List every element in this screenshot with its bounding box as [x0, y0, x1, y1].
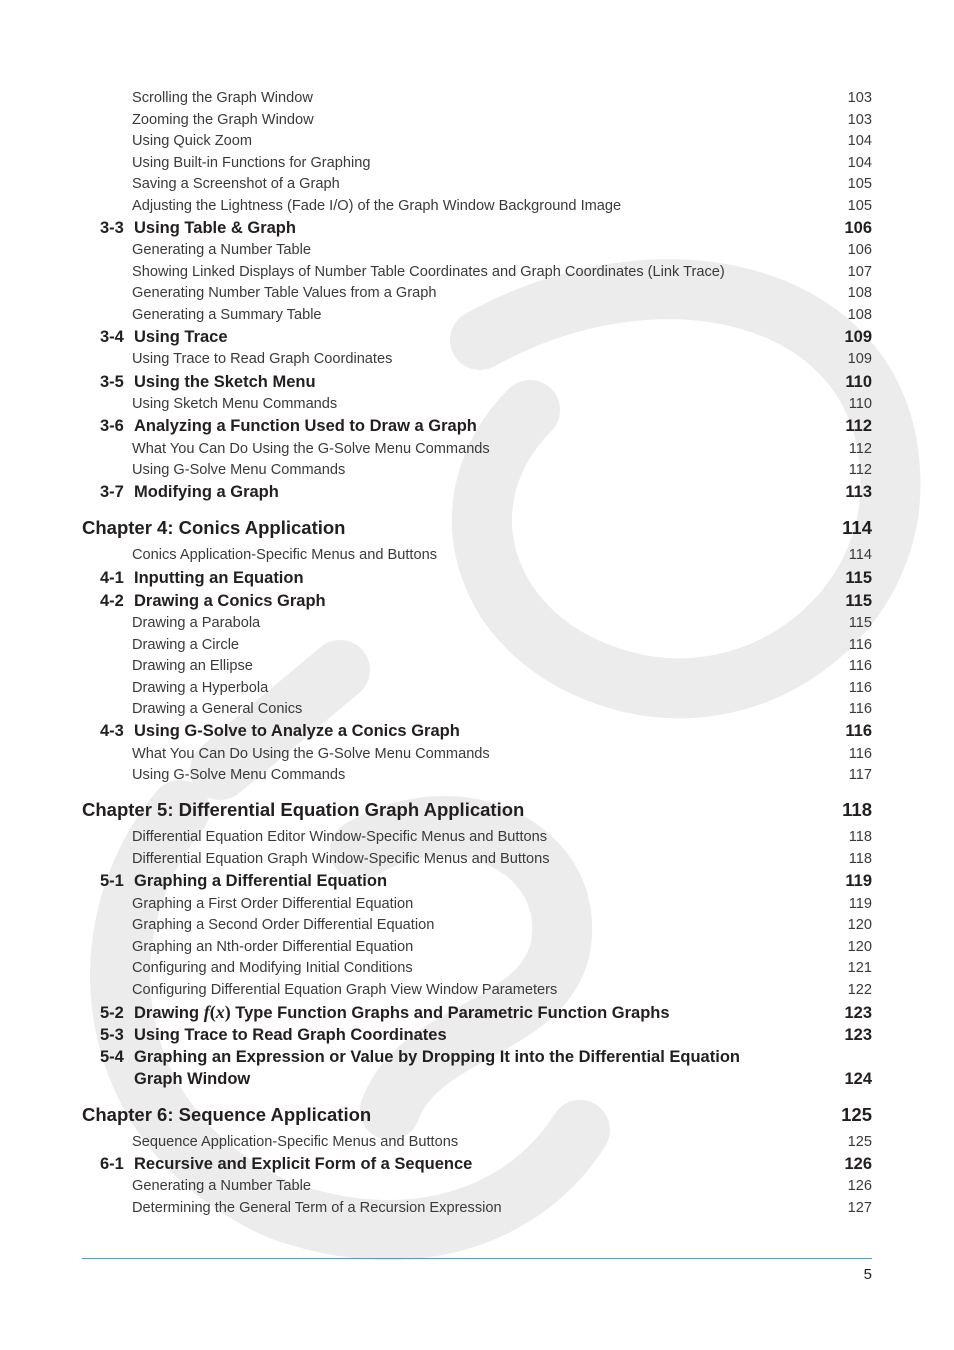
toc-section[interactable]: 3-5 Using the Sketch Menu 110 — [100, 373, 872, 391]
toc-entry[interactable]: Differential Equation Editor Window-Specific Menus and Buttons 118 — [132, 829, 872, 845]
toc-entry[interactable]: What You Can Do Using the G-Solve Menu Commands 112 — [132, 441, 872, 457]
toc-section[interactable]: 6-1 Recursive and Explicit Form of a Sequence 126 — [100, 1155, 872, 1173]
toc-entry[interactable]: Saving a Screenshot of a Graph 105 — [132, 176, 872, 192]
toc-chapter[interactable]: Chapter 5: Differential Equation Graph Application 118 — [82, 799, 872, 820]
toc-entry[interactable]: Configuring Differential Equation Graph View Window Parameters 122 — [132, 982, 872, 998]
toc-entry[interactable]: Drawing a Hyperbola 116 — [132, 680, 872, 696]
toc-section[interactable]: 4-2 Drawing a Conics Graph 115 — [100, 592, 872, 610]
toc-entry[interactable]: Using Trace to Read Graph Coordinates 109 — [132, 351, 872, 367]
toc-entry[interactable]: Differential Equation Graph Window-Specific Menus and Buttons 118 — [132, 851, 872, 867]
toc-section-line1[interactable]: 5-4 Graphing an Expression or Value by Dropping It into the Differential Equation — [100, 1048, 740, 1066]
toc-entry[interactable]: Generating a Summary Table 108 — [132, 307, 872, 323]
toc-entry[interactable]: Graphing an Nth-order Differential Equation 120 — [132, 939, 872, 955]
toc-entry[interactable]: Graphing a Second Order Differential Equation 120 — [132, 917, 872, 933]
footer-rule — [82, 1258, 872, 1259]
toc-entry[interactable]: Using G-Solve Menu Commands 112 — [132, 462, 872, 478]
toc-section[interactable]: 4-1 Inputting an Equation 115 — [100, 569, 872, 587]
toc-entry[interactable]: Determining the General Term of a Recursion Expression 127 — [132, 1200, 872, 1216]
toc-section[interactable]: 3-7 Modifying a Graph 113 — [100, 483, 872, 501]
toc-chapter[interactable]: Chapter 6: Sequence Application 125 — [82, 1104, 872, 1125]
page-number: 5 — [863, 1266, 872, 1283]
toc-entry[interactable]: Graphing a First Order Differential Equation 119 — [132, 896, 872, 912]
toc-section[interactable]: 5-2 Drawing f(x) Type Function Graphs and Parametric Function Graphs 123 — [100, 1002, 872, 1022]
toc-entry[interactable]: Using Built-in Functions for Graphing 104 — [132, 155, 872, 171]
toc-entry[interactable]: Drawing a Circle 116 — [132, 637, 872, 653]
toc-section[interactable]: 5-1 Graphing a Differential Equation 119 — [100, 872, 872, 890]
toc-entry[interactable]: Sequence Application-Specific Menus and Buttons 125 — [132, 1134, 872, 1150]
toc-entry[interactable]: Configuring and Modifying Initial Conditions 121 — [132, 960, 872, 976]
toc-entry[interactable]: Generating a Number Table 106 — [132, 242, 872, 258]
toc-entry[interactable]: What You Can Do Using the G-Solve Menu Commands 116 — [132, 746, 872, 762]
toc-entry[interactable]: Generating a Number Table 126 — [132, 1178, 872, 1194]
toc-section[interactable]: 5-3 Using Trace to Read Graph Coordinates 123 — [100, 1026, 872, 1044]
toc-entry[interactable]: Generating Number Table Values from a Graph 108 — [132, 285, 872, 301]
toc-entry[interactable]: Using Quick Zoom 104 — [132, 133, 872, 149]
toc-section[interactable]: 4-3 Using G-Solve to Analyze a Conics Graph 116 — [100, 722, 872, 740]
toc-section[interactable]: 3-4 Using Trace 109 — [100, 328, 872, 346]
toc-entry[interactable]: Using G-Solve Menu Commands 117 — [132, 767, 872, 783]
toc-entry[interactable]: Adjusting the Lightness (Fade I/O) of the Graph Window Background Image 105 — [132, 198, 872, 214]
toc-entry[interactable]: Zooming the Graph Window 103 — [132, 112, 872, 128]
toc-entry[interactable]: Drawing a General Conics 116 — [132, 701, 872, 717]
toc-section-continued[interactable]: Graph Window 124 — [134, 1070, 872, 1088]
toc-entry[interactable]: Drawing an Ellipse 116 — [132, 658, 872, 674]
toc-entry[interactable]: Scrolling the Graph Window 103 — [132, 90, 872, 106]
toc-chapter[interactable]: Chapter 4: Conics Application 114 — [82, 517, 872, 538]
toc-entry[interactable]: Conics Application-Specific Menus and Buttons 114 — [132, 547, 872, 563]
toc-entry[interactable]: Drawing a Parabola 115 — [132, 615, 872, 631]
toc-section[interactable]: 3-3 Using Table & Graph 106 — [100, 219, 872, 237]
toc-entry[interactable]: Using Sketch Menu Commands 110 — [132, 396, 872, 412]
toc-entry[interactable]: Showing Linked Displays of Number Table Coordinates and Graph Coordinates (Link Trace) 107 — [132, 264, 872, 280]
toc-section[interactable]: 3-6 Analyzing a Function Used to Draw a Graph 112 — [100, 417, 872, 435]
